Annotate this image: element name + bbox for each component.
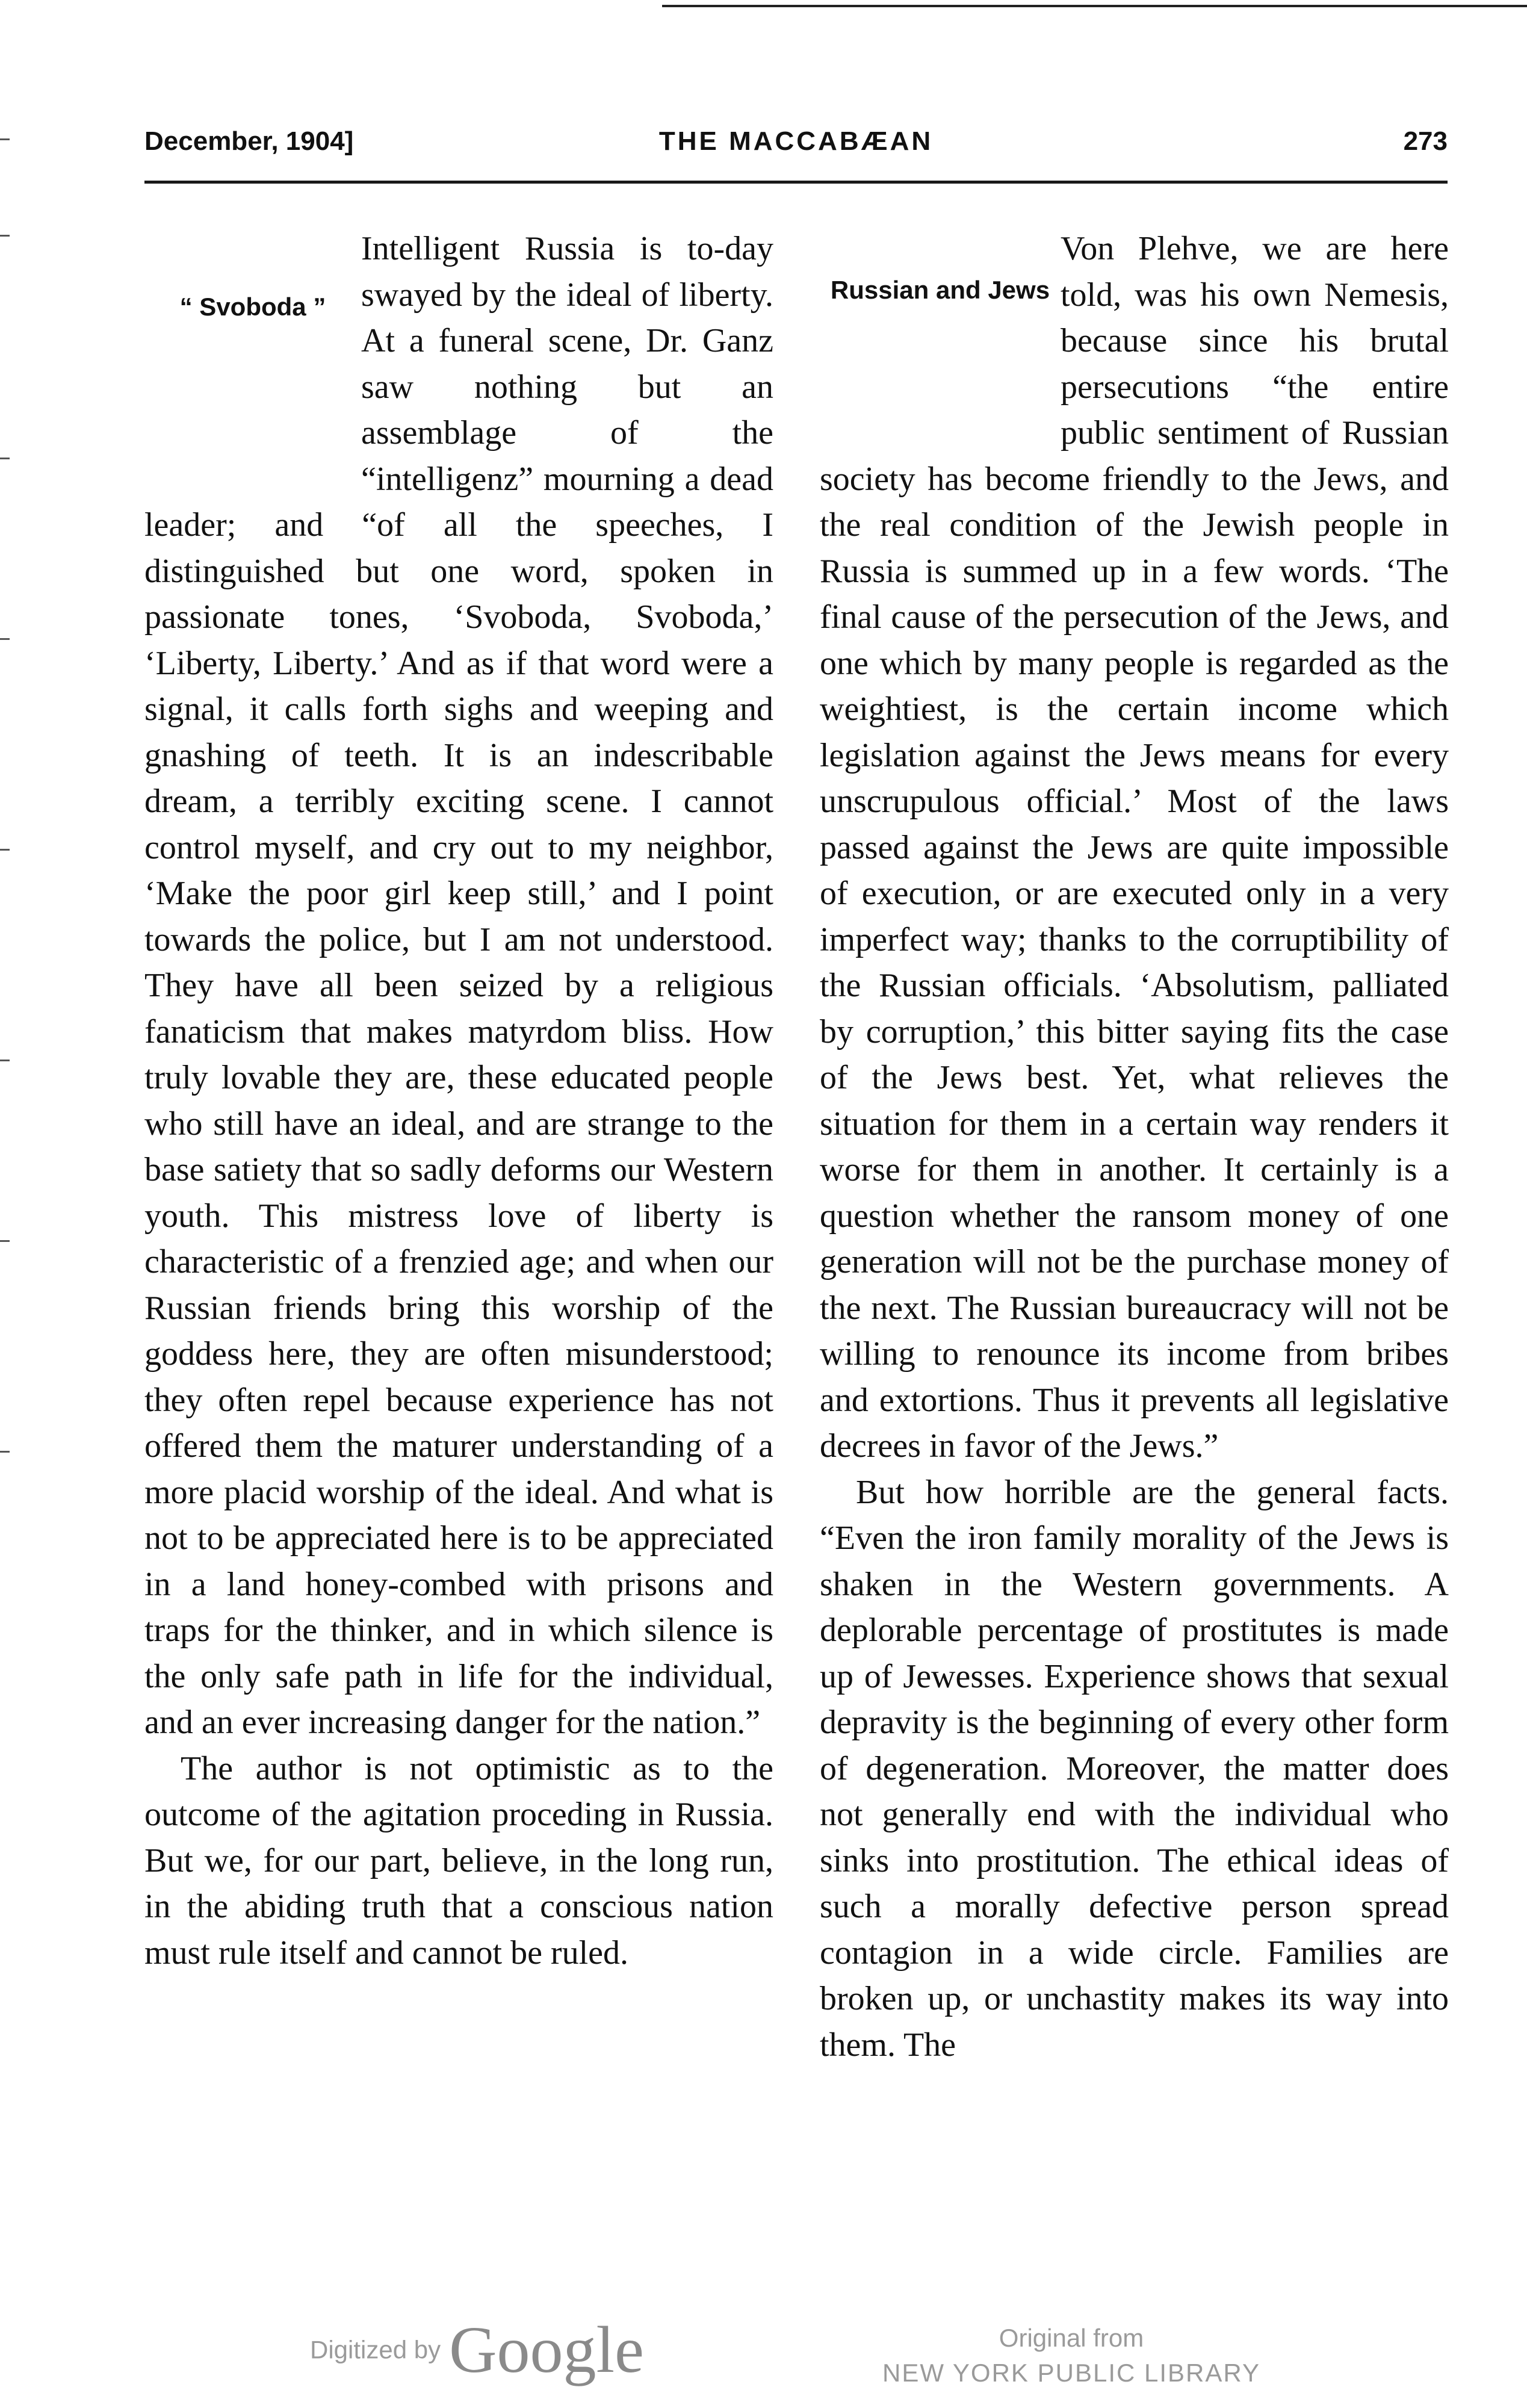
journal-title: THE MACCABÆAN [658, 126, 934, 156]
sidenote-svoboda: “ Svoboda ” [179, 293, 326, 321]
running-header [144, 126, 1448, 169]
library-name: NEW YORK PUBLIC LIBRARY [882, 2359, 1260, 2387]
library-watermark [831, 2321, 1312, 2391]
original-from-label: Original from [999, 2324, 1144, 2352]
left-paragraph-1: Intelligent Russia is to-day swayed by the ideal of liberty. At a funeral scene, Dr. Ganz saw nothing but an assemblage of the “intelligenz” mourning a dead leader; and “of all the speeches, I distinguished but one word, spoken in passionate tones, ‘Svoboda, Svoboda,’ ‘Liberty, Liberty.’ And as if that word were a signal, it calls forth sighs and weeping and gnashing of teeth. It is an indescribable dream, a terribly exciting scene. I cannot control myself, and cry out to my neighbor, ‘Make the poor girl keep still,’ and I point towards the police, but I am not understood. They have all been seized by a religious fanaticism that makes matyrdom bliss. How truly lovable they are, these educated people who still have an ideal, and are strange to the base satiety that so sadly deforms our Western youth. This mistress love of liberty is characteristic of a frenzied age; and when our Russian friends bring this worship of the goddess here, they are often misunderstood; they often repel because experience has not offered them the maturer understanding of a more placid worship of the ideal. And what is not to be appreciated here is to be appreciated in a land honey-combed with prisons and traps for the thinker, and in which silence is the only safe path in life for the individual, and an ever increasing danger for the nation.” [144, 230, 773, 1741]
header-rule [144, 181, 1448, 184]
margin-marks [0, 96, 18, 1541]
google-logo: Google [449, 2313, 644, 2386]
page-number: 273 [1403, 126, 1448, 156]
left-paragraph-2: The author is not optimistic as to the outcome of the agitation proceding in Russia. But we, for our part, believe, in the long run, in the abiding truth that a conscious nation must rule itself and cannot be ruled. [144, 1749, 773, 1972]
right-column [820, 226, 1449, 2068]
right-paragraph-1: Von Plehve, we are here told, was his own Nemesis, because since his brutal persecutions “the entire public sentiment of Russian society has become friendly to the Jews, and the real condition of the Jewish people in Russia is summed up in a few words. ‘The final cause of the persecution of the Jews, and one which by many people is regarded as the weightiest, is the certain income which legislation against the Jews means for every unscrupulous official.’ Most of the laws passed against the Jews are quite impossible of execution, or are executed only in a very imperfect way; thanks to the corruptibility of the Russian officials. ‘Absolutism, palliated by corruption,’ this bitter saying fits the case of the Jews best. Yet, what relieves the situation for them in a certain way renders it worse for them in another. It certainly is a question whether the ransom money of one generation will not be the purchase money of the next. The Russian bureaucracy will not be willing to renounce its income from bribes and extortions. Thus it prevents all legislative decrees in favor of the Jews.” [820, 230, 1449, 1465]
top-edge-line [662, 5, 1527, 7]
digitized-by-label: Digitized by [310, 2335, 441, 2364]
issue-date: December, 1904] [144, 126, 354, 156]
left-column [144, 226, 773, 1976]
right-paragraph-2: But how horrible are the general facts. “Even the iron family morality of the Jews is shaken in the Western governments. A deplorable percentage of prostitutes is made up of Jewesses. Experience shows that sexual depravity is the beginning of every other form of degeneration. Moreover, the matter does not generally end with the individual who sinks into prostitution. The ethical ideas of such a morally defective person spread contagion in a wide circle. Families are broken up, or unchastity makes its way into them. The [820, 1473, 1449, 2064]
digitized-by-watermark [310, 2312, 644, 2390]
sidenote-russian-and-jews: Russian and Jews [830, 276, 1050, 304]
